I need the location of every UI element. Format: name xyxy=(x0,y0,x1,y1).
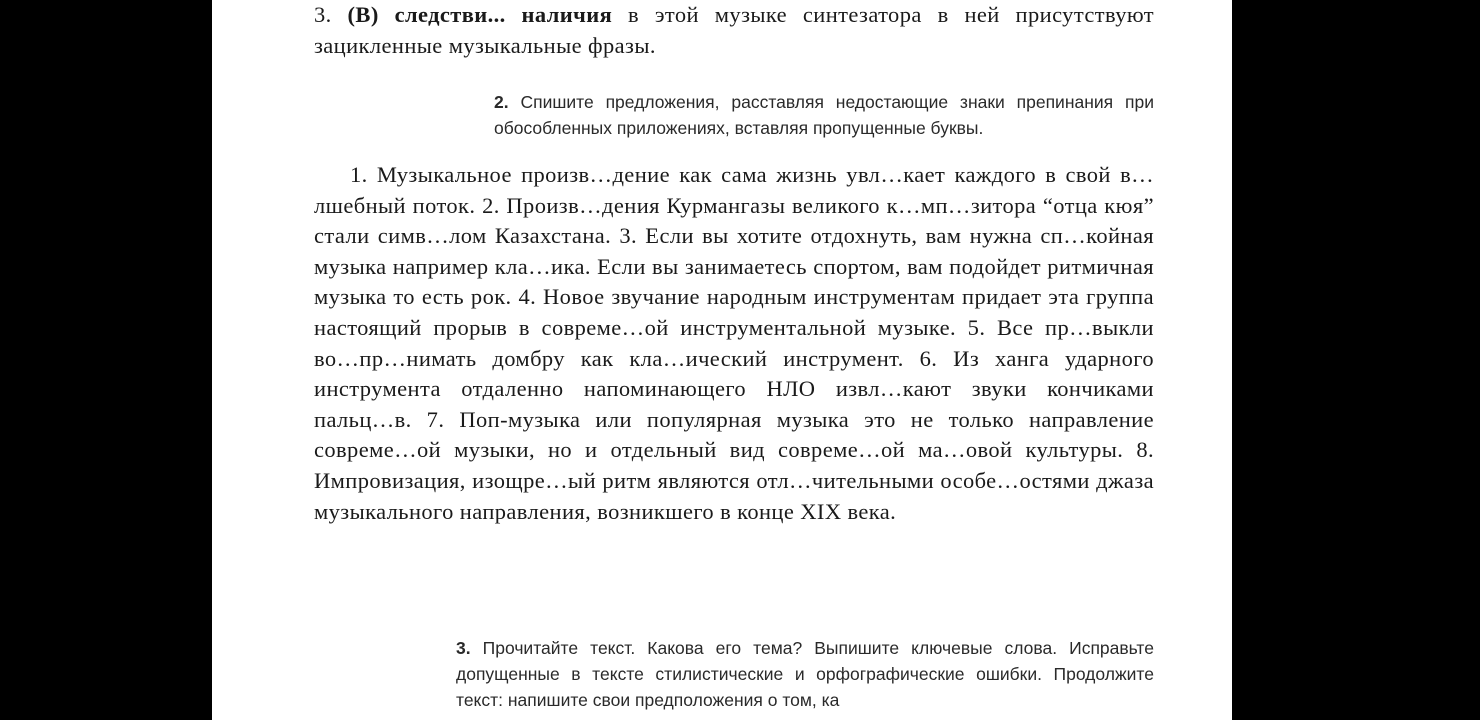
top-paragraph xyxy=(314,0,1154,61)
variant-marker: (B) xyxy=(347,2,379,27)
task-3-instruction xyxy=(456,635,1154,713)
task-text: Прочитайте текст. Какова его тема? Выпишите ключевые слова. Исправьте допущенные в тексте стилистические и орфографические ошибки. Продолжите текст: напишите свои предположения о том, ка xyxy=(456,638,1154,710)
task-number: 2. xyxy=(494,92,509,112)
exercise-text: 1. Музыкальное произв…дение как сама жизнь увл…кает каждого в свой в…лшебный поток. 2. Произв…дения Курмангазы великого к…мп…зитора “отца кюя” стали симв…лом Казахстана. 3. Если вы хотите отдохнуть, вам нужна сп…койная музыка например кла…ика. Если вы занимаетесь спортом, вам подойдет ритмичная музыка то есть рок. 4. Новое звучание народным инструментам придает эта группа настоящий прорыв в совреме…ой инструментальной музыке. 5. Все пр…выкли во…пр…нимать домбру как кла…ический инструмент. 6. Из ханга ударного инструмента отдаленно напоминающего НЛО извл…кают звуки кончиками пальц…в. 7. Поп-музыка или популярная музыка это не только направление совреме…ой музыки, но и отдельный вид совреме…ой ма…овой культуры. 8. Импровизация, изощре…ый ритм являются отл…чительными особе…остями джаза музыкального направления, возникшего в конце XIX века. xyxy=(314,162,1154,524)
paragraph-text: в этой музыке синтезатора в ней присутствуют зацикленные музыкальные фразы. xyxy=(314,2,1154,58)
bold-phrase: следстви... наличия xyxy=(394,2,613,27)
item-number: 3. xyxy=(314,2,332,27)
task-2-instruction xyxy=(494,89,1154,141)
task-number: 3. xyxy=(456,638,471,658)
task-text: Спишите предложения, расставляя недостающие знаки препинания при обособленных приложениях, вставляя пропущенные буквы. xyxy=(494,92,1154,138)
book-page xyxy=(212,0,1232,720)
